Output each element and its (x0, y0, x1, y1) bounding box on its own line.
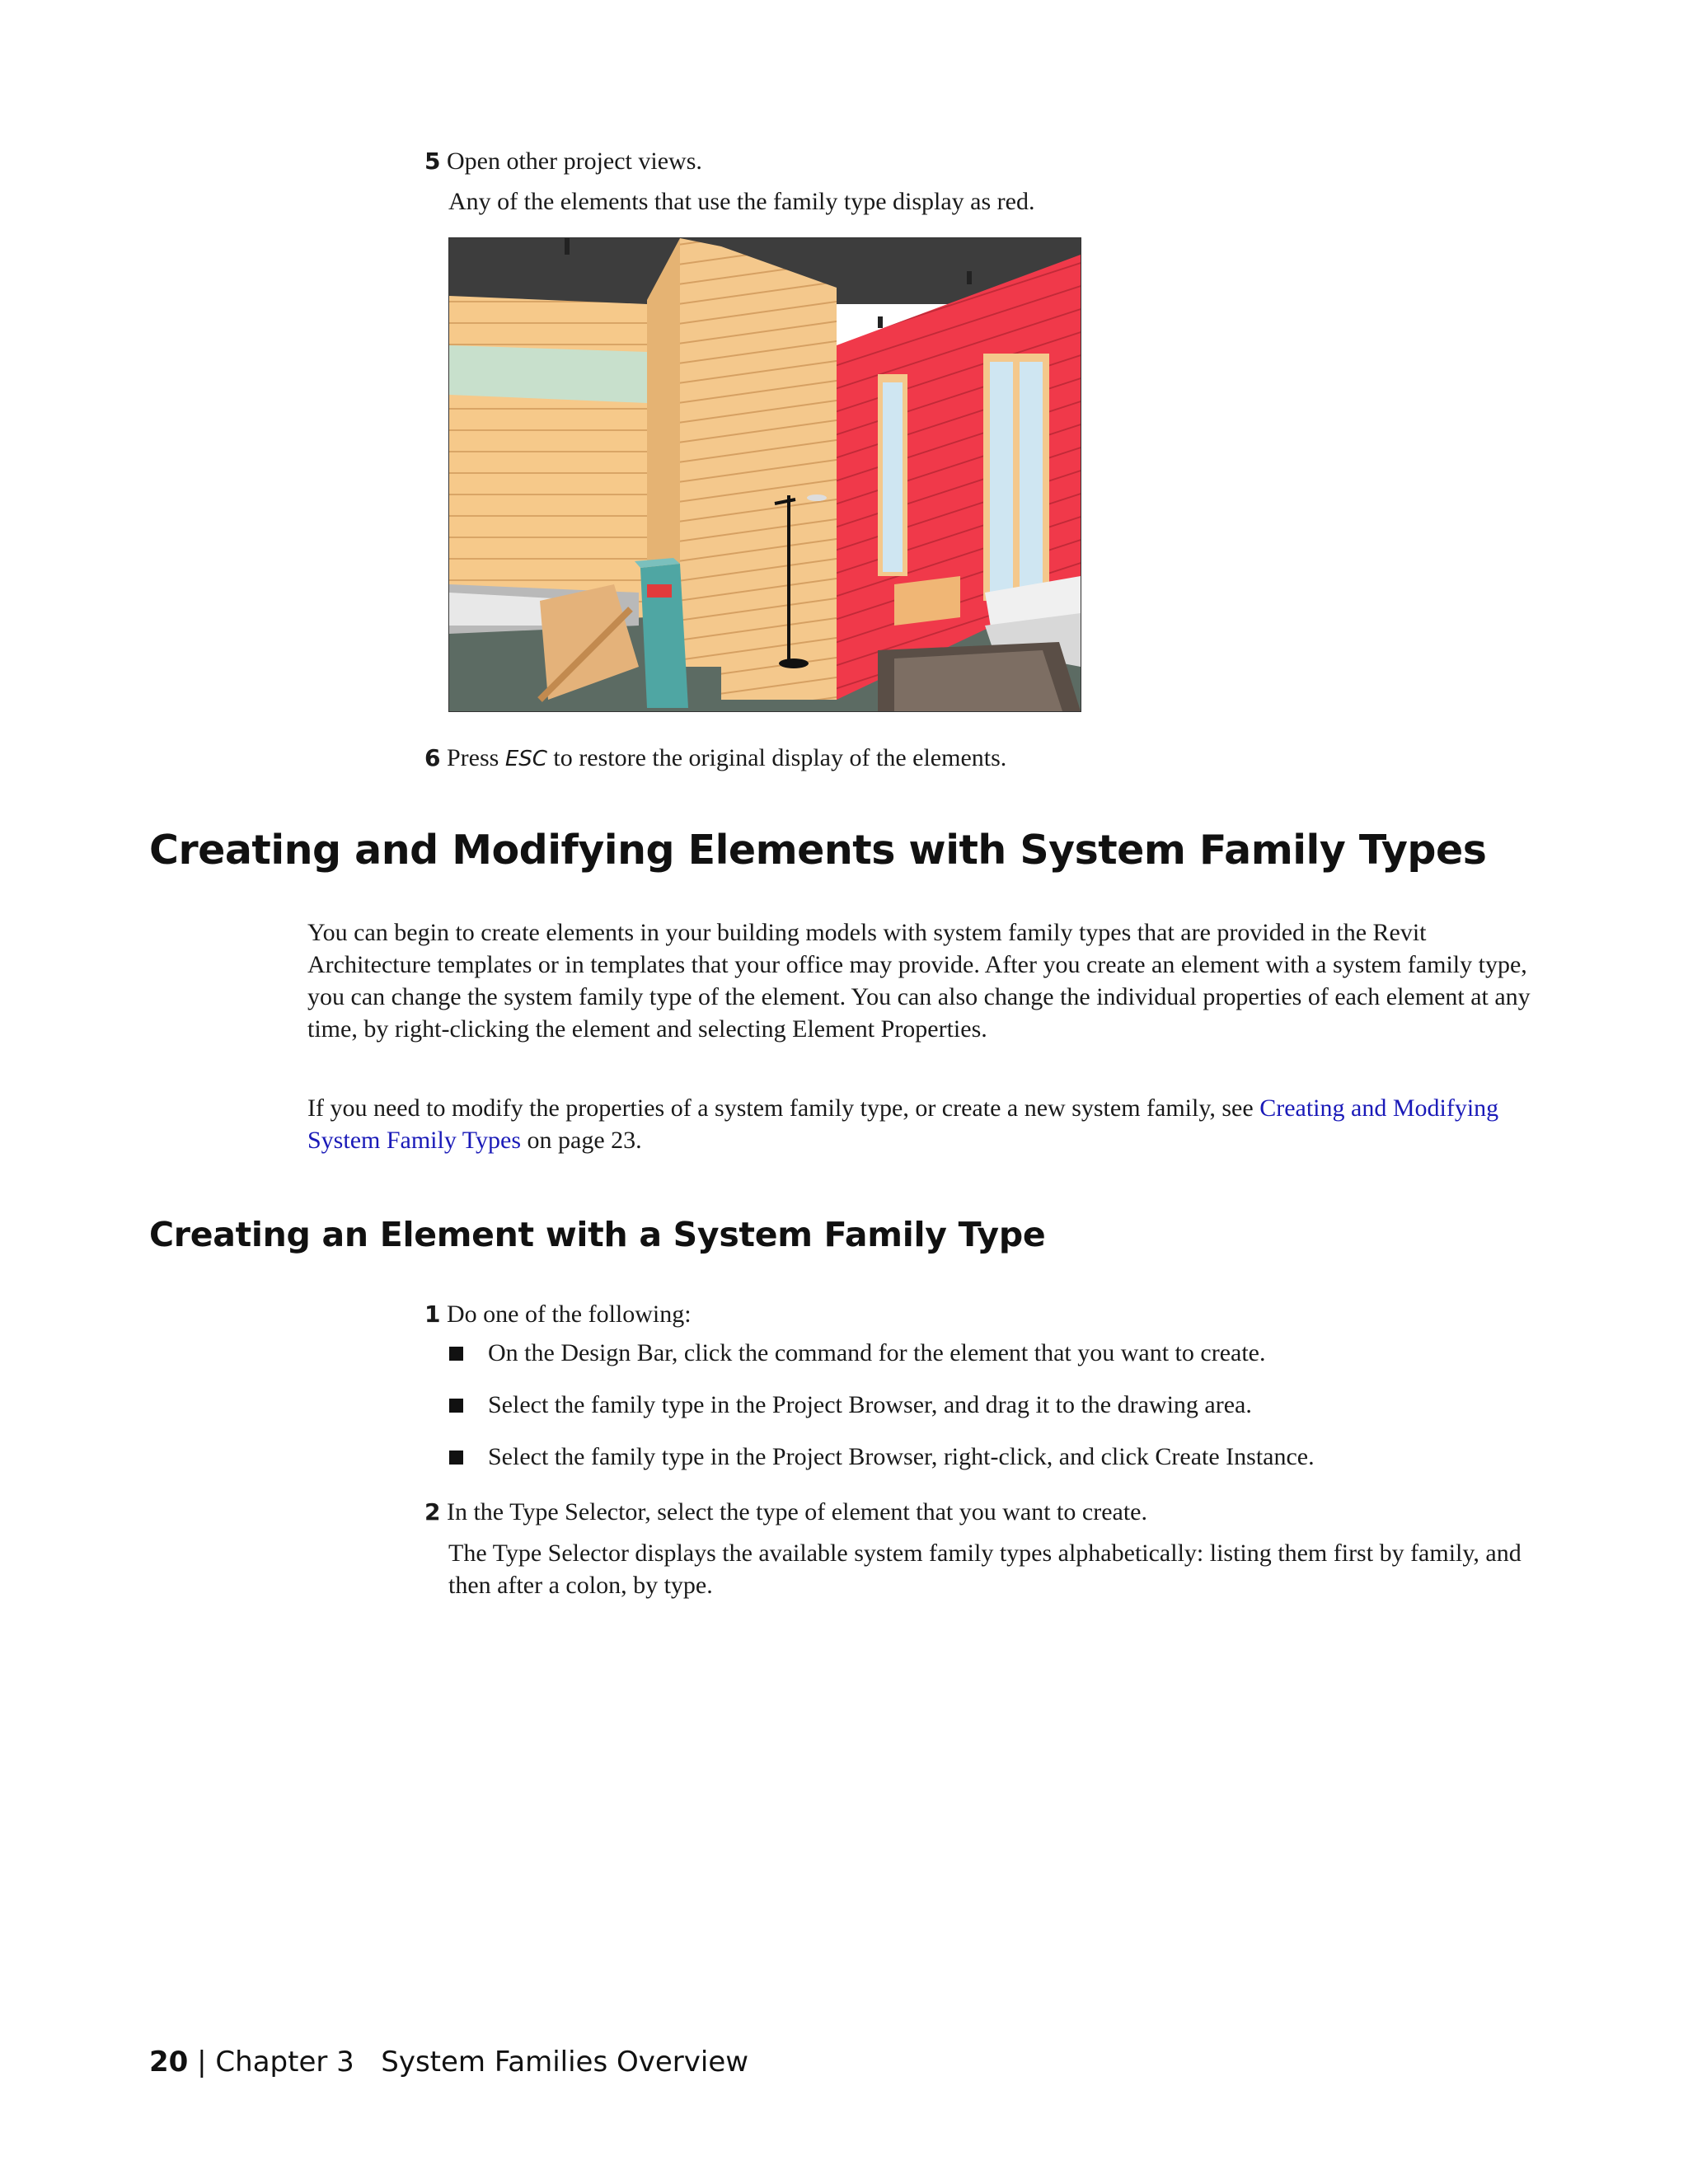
bullet-marker (449, 1399, 463, 1413)
step-6 (424, 742, 1006, 776)
bullet-marker (449, 1347, 463, 1361)
section-1-paragraph: You can begin to create elements in your building models with system family types that are provided in the Revit Architecture templates or in templates that your office may provide. After you create an element with a system family type, you can change the system family type of the element. You can also change the individual properties of each element at any time, by right-clicking the element and selecting Element Properties. (307, 919, 1531, 1043)
key-esc: ESC (504, 747, 547, 771)
bullet-item: On the Design Bar, click the command for the element that you want to create. (488, 1339, 1266, 1366)
section-heading-creating-modifying: Creating and Modifying Elements with System Family Types (149, 827, 1487, 874)
page-footer (149, 2046, 748, 2079)
step-1 (424, 1298, 692, 1330)
step-text: In the Type Selector, select the type of element that you want to create. (446, 1498, 1147, 1526)
step-number: 6 (424, 744, 441, 771)
page-number: 20 (149, 2046, 189, 2079)
chapter-label: Chapter 3 (215, 2046, 354, 2079)
step-5 (424, 145, 702, 177)
section-heading-creating-element: Creating an Element with a System Family Type (149, 1215, 1046, 1254)
bullet-item: Select the family type in the Project Browser, and drag it to the drawing area. (488, 1391, 1252, 1418)
step-2-note: The Type Selector displays the available system family types alphabetically: listing them first by family, and then after a colon, by type. (448, 1540, 1522, 1599)
bullet-item: Select the family type in the Project Browser, right-click, and click Create Instance. (488, 1443, 1315, 1470)
cross-reference-link[interactable]: Creating and Modifying System Family Types (307, 1094, 1499, 1154)
step-5-note: Any of the elements that use the family type display as red. (448, 188, 1035, 215)
step-text: Open other project views. (446, 148, 702, 175)
step-text: Do one of the following: (446, 1301, 692, 1328)
step-number: 2 (424, 1498, 441, 1526)
para-text-post: on page 23. (521, 1127, 642, 1154)
para-text-pre: If you need to modify the properties of a system family type, or create a new system family, see (307, 1094, 1260, 1122)
chapter-title: System Families Overview (381, 2046, 749, 2079)
section-1-paragraph-2 (307, 1092, 1536, 1156)
project-view-screenshot (448, 237, 1081, 712)
step-2 (424, 1496, 1147, 1528)
room-render-image (449, 238, 1081, 711)
step-text-post: to restore the original display of the elements. (546, 744, 1007, 771)
step-number: 1 (424, 1301, 441, 1328)
bullet-marker (449, 1451, 463, 1465)
step-number: 5 (424, 148, 441, 175)
step-text-pre: Press (446, 744, 505, 771)
footer-separator: | (197, 2046, 207, 2079)
